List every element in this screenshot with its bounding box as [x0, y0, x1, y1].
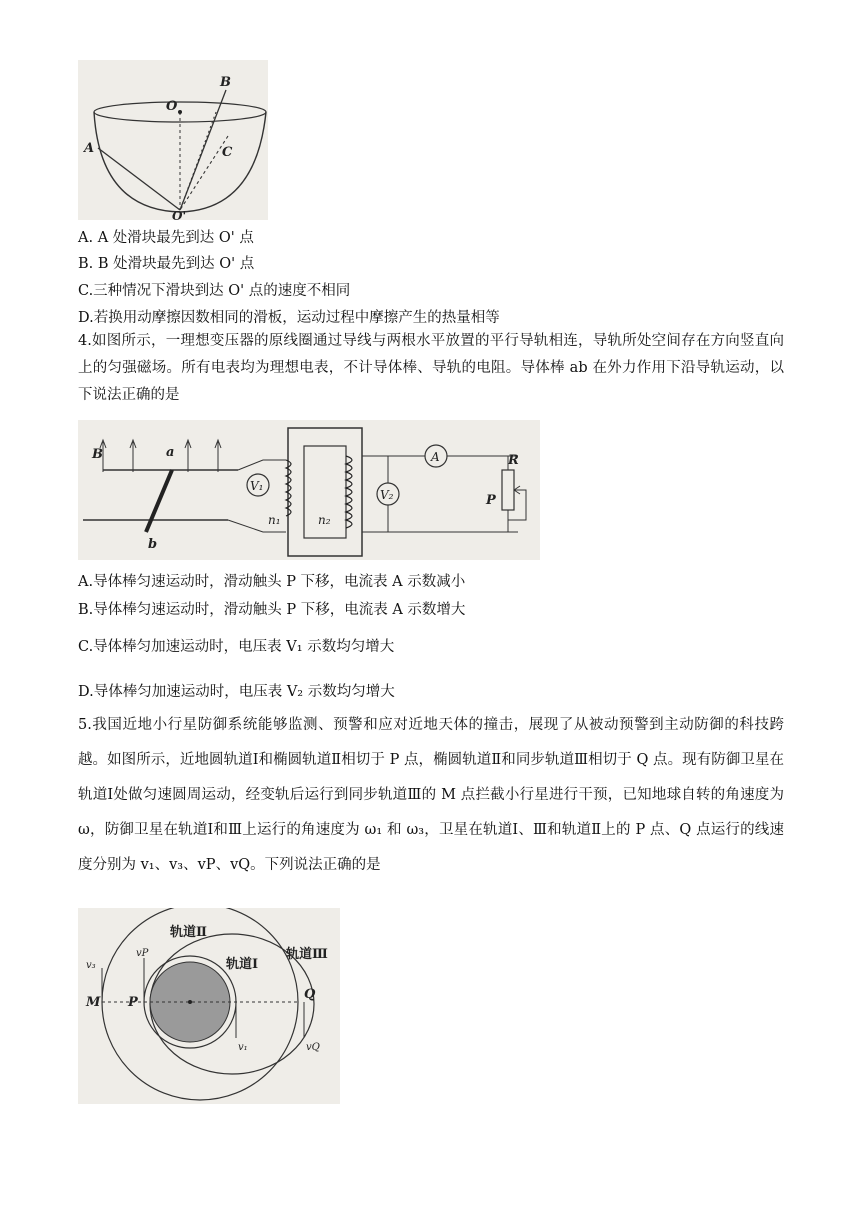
bowl-label-Oprime: O'	[172, 209, 187, 220]
circuit-label-b: b	[148, 537, 158, 552]
circuit-label-V2: V₂	[380, 488, 394, 502]
orbit-label-vQ: vQ	[306, 1042, 320, 1053]
circuit-label-V1: V₁	[250, 479, 264, 493]
q3-option-c: C.三种情况下滑块到达 O' 点的速度不相同	[78, 283, 351, 299]
q4-stem: 4.如图所示，一理想变压器的原线圈通过导线与两根水平放置的平行导轨相连，导轨所处空间存在方向竖直向上的匀强磁场。所有电表均为理想电表，不计导体棒、导轨的电阻。导体棒 ab 在外力作用下沿导轨运动，以下说法正确的是	[78, 333, 784, 403]
bowl-label-B: B	[220, 75, 231, 90]
orbit-label-v3: v₃	[86, 960, 96, 971]
q4-option-c: C.导体棒匀加速运动时，电压表 V₁ 示数均匀增大	[78, 639, 395, 655]
q4-option-a: A.导体棒匀速运动时，滑动触头 P 下移，电流表 A 示数减小	[78, 574, 466, 590]
orbit-label-M: M	[86, 995, 101, 1010]
q3-option-a: A. A 处滑块最先到达 O' 点	[78, 230, 254, 246]
bowl-label-A: A	[84, 141, 95, 156]
q4-option-d: D.导体棒匀加速运动时，电压表 V₂ 示数均匀增大	[78, 684, 395, 700]
circuit-label-a: a	[166, 445, 175, 460]
orbit-diagram	[78, 908, 340, 1104]
orbit-label-v1: v₁	[238, 1042, 248, 1053]
orbit-label-orbit3: 轨道Ⅲ	[286, 947, 328, 962]
bowl-label-C: C	[222, 145, 233, 160]
bowl-figure	[78, 60, 268, 220]
q3-option-d: D.若换用动摩擦因数相同的滑板，运动过程中摩擦产生的热量相等	[78, 310, 500, 326]
bowl-label-O: O	[166, 99, 178, 114]
orbit-label-vP: vP	[136, 948, 149, 959]
q5-stem: 5.我国近地小行星防御系统能够监测、预警和应对近地天体的撞击，展现了从被动预警到主动防御的科技跨越。如图所示，近地圆轨道Ⅰ和椭圆轨道Ⅱ相切于 P 点，椭圆轨道Ⅱ和同步轨道Ⅲ相切于 Q 点。现有防御卫星在轨道Ⅰ处做匀速圆周运动，经变轨后运行到同步轨道Ⅲ的 M 点拦截小行星进行干预，已知地球自转的角速度为 ω，防御卫星在轨道Ⅰ和Ⅲ上运行的角速度为 ω₁ 和 ω₃，卫星在轨道Ⅰ、Ⅲ和轨道Ⅱ上的 P 点、Q 点运行的线速度分别为 v₁、v₃、vP、vQ。下列说法正确的是	[78, 717, 784, 873]
orbit-label-P: P	[128, 995, 138, 1010]
circuit-label-n1: n₁	[268, 513, 281, 527]
orbit-label-orbit1: 轨道Ⅰ	[226, 957, 259, 972]
circuit-label-A: A	[431, 450, 440, 464]
circuit-label-R: R	[508, 453, 519, 468]
q3-option-b: B. B 处滑块最先到达 O' 点	[78, 256, 255, 272]
orbit-figure	[78, 908, 340, 1104]
transformer-diagram	[78, 420, 540, 560]
orbit-label-orbit2: 轨道Ⅱ	[170, 925, 207, 940]
circuit-label-B: B	[92, 447, 103, 462]
orbit-label-Q: Q	[304, 987, 316, 1002]
circuit-label-n2: n₂	[318, 513, 331, 527]
circuit-label-P: P	[486, 493, 496, 508]
transformer-figure	[78, 420, 540, 560]
q4-option-b: B.导体棒匀速运动时，滑动触头 P 下移，电流表 A 示数增大	[78, 602, 466, 618]
bowl-diagram	[78, 60, 268, 220]
